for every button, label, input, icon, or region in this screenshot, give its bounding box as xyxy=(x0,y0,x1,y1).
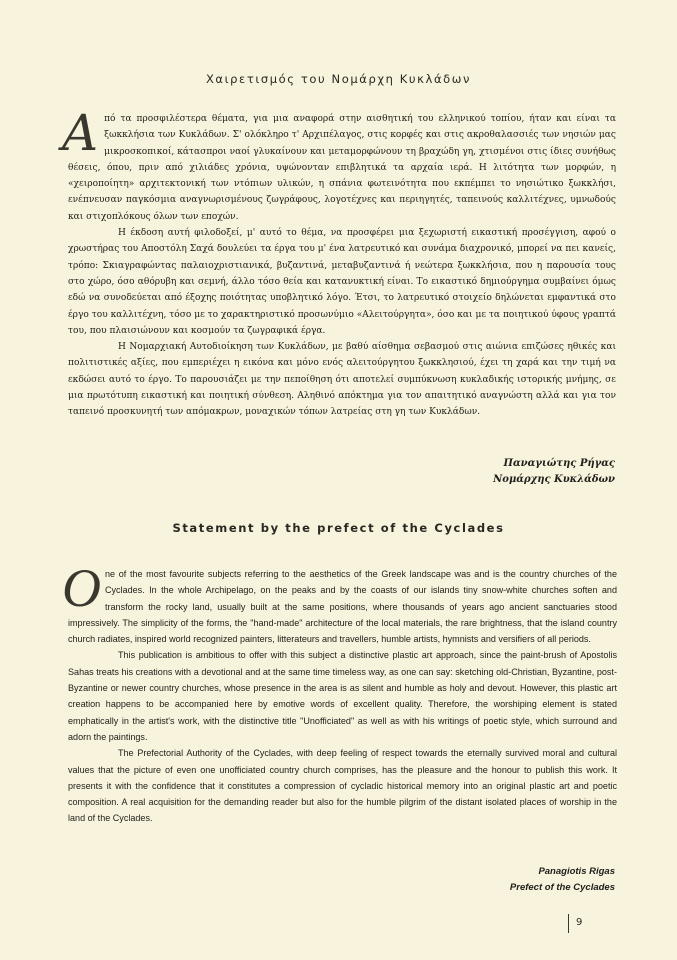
english-drop-cap: O xyxy=(62,558,101,618)
greek-body xyxy=(62,104,616,421)
english-signature-title: Prefect of the Cyclades xyxy=(509,882,615,893)
greek-paragraph-1: πό τα προσφιλέστερα θέματα, για μια αναφορά στην αισθητική του ελληνικού τοπίου, ήταν και είναι τα ξωκκλήσια των Κυκλάδων. Σ' ολόκληρο τ' Αρχιπέλαγος, στις κορφές και στις ακροθαλασσιές των νησιών μας μικροσκοπικοί, κάτασπροι ναοί γλυκαίνουν και μεταμορφώνουν τη βραχώδη γη, χτισμένοι στις ίδιες συνήθως θέσεις, όπου, πριν από χιλιάδες χρόνια, υψώνονταν επιβλητικά τα αρχαία ιερά. Η λιτότητα των μορφών, η «χειροποίητη» αρχιτεκτονική των ντόπιων υλικών, η σπάνια φωτεινότητα που εκπέμπει το νησιώτικο ξωκκλήσι, ενέπνευσαν παγκόσμια αναγνωρισμένους ζωγράφους, λογοτέχνες και περιηγητές, ταπεινούς καλλιτέχνες, υμνωδούς και στιχοπλόκους όλων των εποχών. xyxy=(68,114,616,222)
english-title: Statement by the prefect of the Cyclades xyxy=(172,521,505,535)
english-paragraph-2: This publication is ambitious to offer with this subject a distinctive plastic art approach, since the paint-brush of Apostolis Sahas treats his creations with a devotional and at the same time timeless way, as one can say: sketching old-Christian, Byzantine, post-Byzantine or newer country churches, whose presence in the area is as silent and humble as holy and devout. However, this plastic art creation happens to be accompanied here by emotive words of excellent quality. Therefore, the worshiping element is stated emphatically in the artist's work, with the distinctive title "Unofficiated" as well as with his writings of poetic style, which surround and adorn the paintings. xyxy=(68,650,617,742)
greek-paragraph-3: Η Νομαρχιακή Αυτοδιοίκηση των Κυκλάδων, με βαθύ αίσθημα σεβασμού στις αιώνια επιζώσες ηθικές και πολιτιστικές αξίες, που εμπεριέχει η εικόνα και μόνο ενός αλειτούργητου ξωκκλησιού, έχει τη χαρά και την τιμή να εκδώσει αυτό το έργο. Το παρουσιάζει με την πεποίθηση ότι αποτελεί συμπύκνωση κυκλαδικής ιστορικής μνήμης, σε μια πρωτότυπη εικαστική και ποιητική σύνθεση. Αληθινό απόκτημα για τον απαιτητικό αναγνώστη αλλά και για τον ταπεινό προσκυνητή των απόμακρων, μοναχικών τόπων λατρείας στη γη των Κυκλάδων. xyxy=(68,342,616,418)
english-signature-name: Panagiotis Rigas xyxy=(538,866,615,877)
english-body xyxy=(62,558,617,827)
english-paragraph-3: The Prefectorial Authority of the Cyclades, with deep feeling of respect towards the eternally survived moral and cultural values that the picture of even one unofficiated country church comprises, has the pleasure and the honour to publish this work. It presents it with the confidence that it constitutes a compression of cycladic historical memory into an original plastic art and poetic composition. A real acquisition for the demanding reader but also for the humble pilgrim of the distant isolated places of worship in the land of the Cyclades. xyxy=(68,748,617,824)
english-paragraph-1: ne of the most favourite subjects referring to the aesthetics of the Greek landscape was and is the country churches of the Cyclades. In the whole Archipelago, on the peaks and by the coasts of our islands tiny snow-white churches soften and transform the rocky land, usually built at the same positions, where thousands of years ago ancient sanctuaries stood impressively. The simplicity of the forms, the "hand-made" architecture of the local materials, the rare brightness, that the island country church radiates, inspired world recognized painters, litterateurs and travellers, humble artists, hymnists and versifiers of all periods. xyxy=(68,569,617,645)
greek-paragraph-2: Η έκδοση αυτή φιλοδοξεί, μ' αυτό το θέμα, να προσφέρει μια ξεχωριστή εικαστική προσέγγιση, αφού ο χρωστήρας του Αποστόλη Σαχά δουλεύει τα έργα του μ' ένα λατρευτικό και συνάμα διαχρονικό, μπορεί να πει κανείς, τρόπο: Σκιαγραφώντας παλαιοχριστιανικά, βυζαντινά, μεταβυζαντινά ή νεώτερα ξωκκλήσια, που η παρουσία τους στο χώρο, όσο αθόρυβη και σεμνή, άλλο τόσο θεία και κατανυκτική είναι. Το εικαστικό δημιούργημα συμβαίνει όμως εδώ να συνοδεύεται από έξοχης ποιότητας υποβλητικό λόγο. Έτσι, το λατρευτικό στοιχείο δηλώνεται εμφαντικά στο έργο του καλλιτέχνη, τόσο με το χαρακτηριστικό προσωνύμιο «Αλειτούργητα», όσο και με τα ποιητικού ύφους γραπτά του, που πλαισιώνουν και κοσμούν τα ζωγραφικά έργα. xyxy=(68,228,616,336)
greek-signature-name: Παναγιώτης Ρήγας xyxy=(503,458,615,469)
greek-title: Χαιρετισμός του Νομάρχη Κυκλάδων xyxy=(205,72,472,86)
page-number-rule xyxy=(568,914,569,933)
greek-signature xyxy=(493,456,615,488)
greek-drop-cap: Α xyxy=(62,104,99,162)
english-signature xyxy=(510,864,615,896)
page-number: 9 xyxy=(576,917,583,928)
greek-signature-title: Νομάρχης Κυκλάδων xyxy=(493,474,615,485)
